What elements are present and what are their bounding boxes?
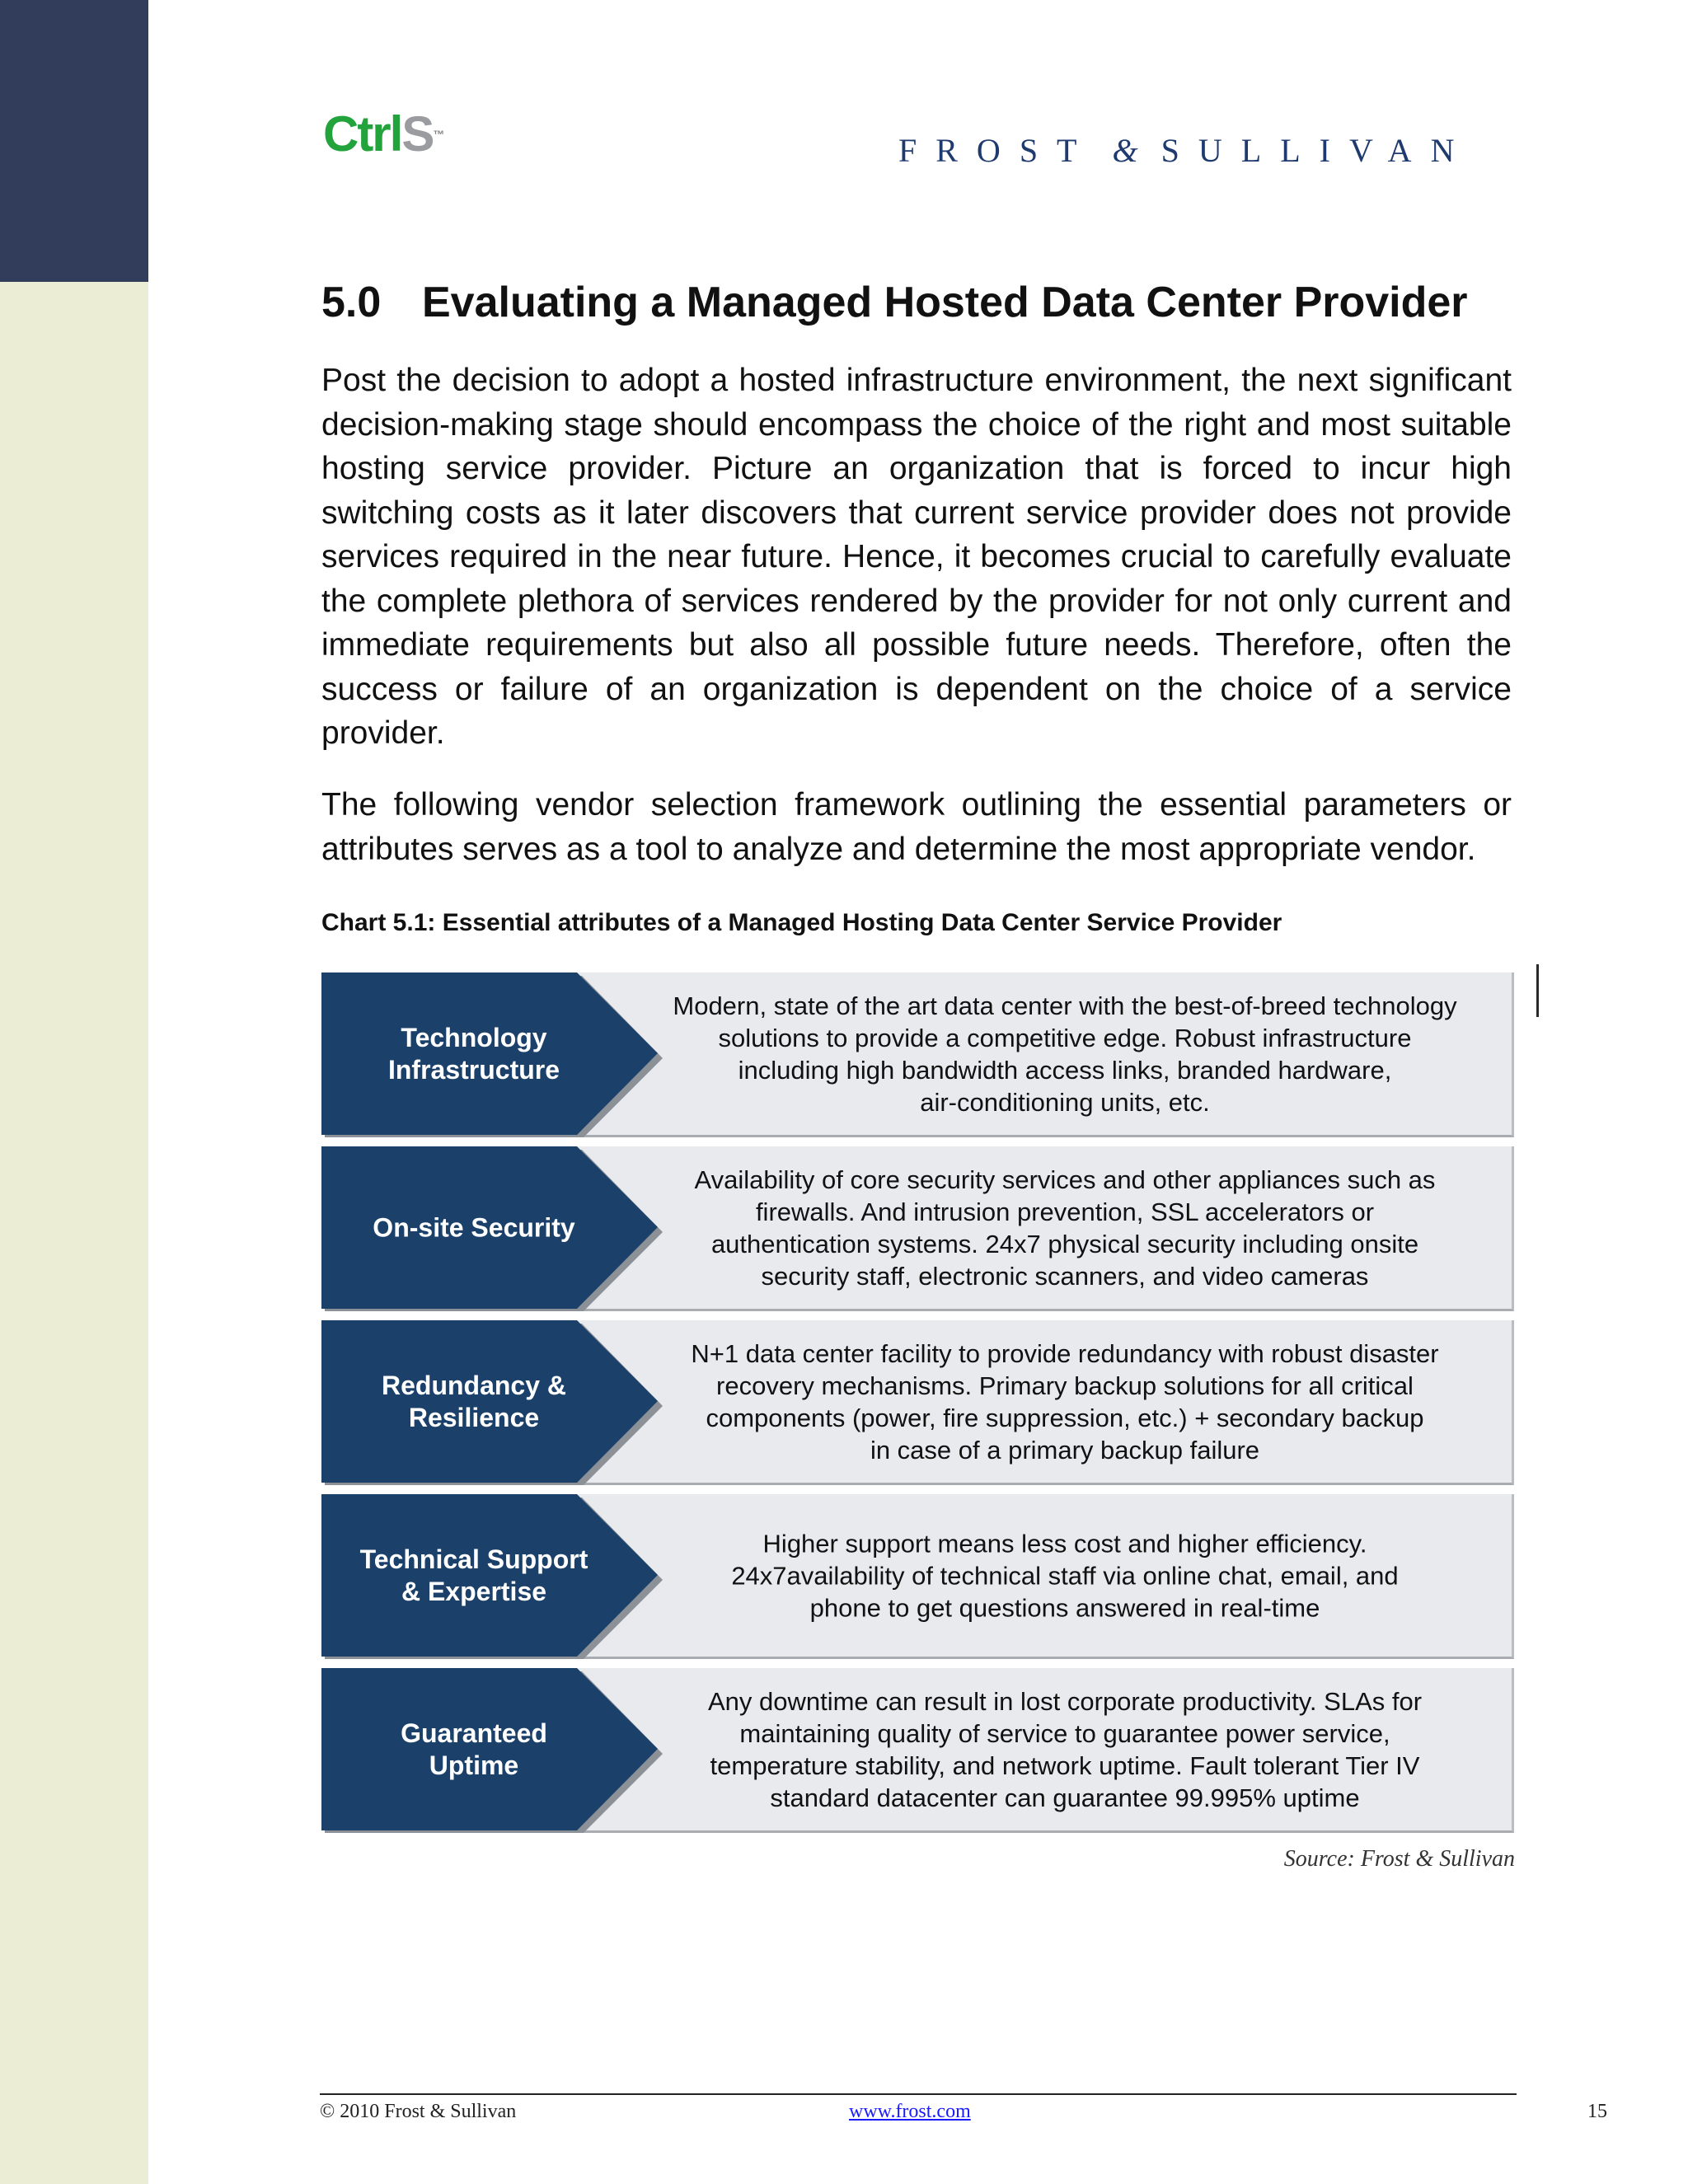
description-line: recovery mechanisms. Primary backup solutions for all critical [716,1371,1414,1400]
label-line: Guaranteed [401,1718,547,1748]
label-line: Infrastructure [387,1055,560,1085]
chart-row-description [618,1685,1512,1814]
label-line: Technical Support [359,1544,588,1574]
ctrls-logo-s: S [401,106,434,162]
body-paragraph: The following vendor selection framework outlining the essential parameters or attributes serves as a tool to analyze and determine the most appropriate vendor. [321,787,1512,867]
footer-copyright: © 2010 Frost & Sullivan [320,2101,517,2122]
chart-source: Source: Frost & Sullivan [1283,1846,1515,1872]
description-line: 24x7availability of technical staff via online chat, email, and [731,1561,1399,1590]
chart-row-label [321,1544,626,1608]
chart-row-description [618,1164,1512,1292]
frost-sullivan-logo [898,130,1496,171]
description-line: temperature stability, and network uptime. Fault tolerant Tier IV [710,1750,1420,1780]
chart-row-chevron [321,1320,618,1483]
section-number: 5.0 [321,279,382,326]
description-line: Higher support means less cost and higher efficiency. [762,1529,1367,1558]
chart-caption: Chart 5.1: Essential attributes of a Managed Hosting Data Center Service Provider [321,909,1282,936]
chart-row-description-panel [577,1494,1514,1659]
left-margin-band-dark [0,0,148,282]
chart-row-chevron [321,972,618,1136]
footer-website-link[interactable]: www.frost.com [849,2101,971,2122]
chart-row-label [321,1370,626,1434]
chart-row [321,1494,1513,1660]
description-line: Availability of core security services and other appliances such as [694,1165,1436,1194]
chart-row-chevron [321,1146,618,1310]
left-margin-band [0,0,148,2184]
label-line: Redundancy & [381,1371,567,1400]
chart-row-description-panel [577,1320,1514,1485]
chart-row-chevron [321,1494,618,1657]
label-line: Resilience [408,1403,540,1432]
description-line: N+1 data center facility to provide redundancy with robust disaster [691,1338,1439,1368]
frost-logo-word2: SULLIVAN [1160,132,1474,169]
description-line: solutions to provide a competitive edge. Robust infrastructure [718,1023,1412,1052]
chart-row-description [618,1338,1512,1466]
chart-row-chevron [321,1668,618,1831]
chart-row [321,1146,1513,1312]
ctrls-logo-tm: ™ [433,128,445,141]
footer-rule [320,2093,1517,2095]
description-line: in case of a primary backup failure [870,1435,1260,1465]
chart-row [321,1320,1513,1486]
description-line: Any downtime can result in lost corporate productivity. SLAs for [707,1686,1423,1716]
chart-row-label [321,1212,626,1244]
frost-logo-word1: FROST [898,132,1096,169]
section-title: Evaluating a Managed Hosted Data Center Provider [422,279,1468,326]
chart-row [321,1668,1513,1834]
label-line: Technology [401,1023,547,1052]
description-line: including high bandwidth access links, branded hardware, [738,1055,1392,1085]
ctrls-logo [323,105,444,163]
label-line: & Expertise [401,1577,547,1606]
description-line: components (power, fire suppression, etc.) + secondary backup [706,1403,1424,1432]
body-paragraph: Post the decision to adopt a hosted infrastructure environment, the next significant decision-making stage should encompass the choice of the right and most suitable hosting service provider. Picture an organization that is forced to incur high switching costs as it later discovers that current service provider does not provide services required in the near future. Hence, it becomes crucial to carefully evaluate the complete plethora of services rendered by the provider for not only current and immediate requirements but also all possible future needs. Therefore, often the success or failure of an organization is dependent on the choice of a service provider. [321,363,1512,751]
description-line: authentication systems. 24x7 physical security including onsite [710,1229,1419,1258]
description-line: Modern, state of the art data center with the best-of-breed technology [673,991,1457,1020]
label-line: Uptime [429,1750,519,1780]
description-line: maintaining quality of service to guarantee power service, [739,1718,1390,1748]
section-heading [321,274,1517,331]
text-cursor-mark [1536,964,1539,1017]
chart-row-description [618,990,1512,1118]
frost-logo-ampersand: & [1112,132,1138,169]
description-line: security staff, electronic scanners, and video cameras [761,1261,1369,1291]
description-line: firewalls. And intrusion prevention, SSL accelerators or [755,1197,1375,1226]
chart-row-description-panel [577,1146,1514,1311]
label-line: On-site Security [373,1212,575,1243]
description-line: standard datacenter can guarantee 99.995% uptime [770,1783,1360,1812]
chart-row-label [321,1022,626,1086]
chart-row [321,972,1513,1138]
description-line: phone to get questions answered in real-time [809,1593,1320,1622]
ctrls-logo-ctrl: Ctrl [323,106,402,162]
chart-row-description-panel [577,1668,1514,1833]
description-line: air-conditioning units, etc. [920,1087,1210,1117]
chart-row-label [321,1718,626,1782]
chart-row-description-panel [577,972,1514,1137]
chart-row-description [618,1527,1512,1624]
page-number: 15 [1587,2101,1607,2122]
